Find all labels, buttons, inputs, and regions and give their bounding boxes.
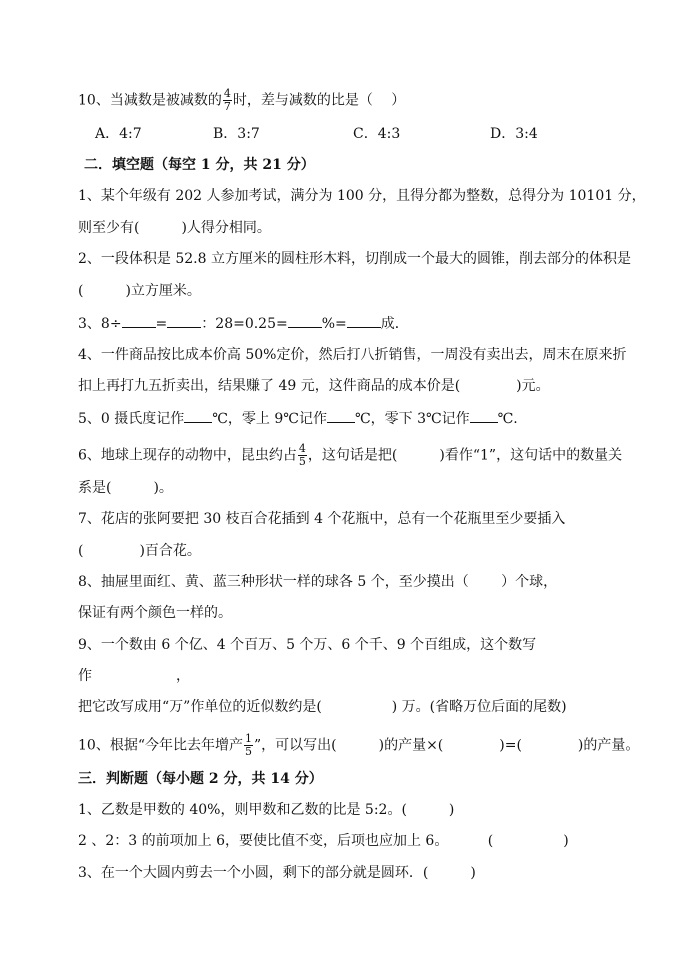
answer-blank bbox=[288, 313, 322, 328]
fill-q3 bbox=[78, 313, 409, 333]
fill-q1-line2: 则至少有( )人得分相同。 bbox=[78, 220, 271, 236]
fraction-4-5 bbox=[298, 443, 307, 468]
fill-q2-line2: ( )立方厘米。 bbox=[78, 283, 201, 299]
fill-q1-line1: 1、某个年级有 202 人参加考试，满分为 100 分，且得分都为整数，总得分为 10101 分， bbox=[78, 188, 646, 204]
option-b: B．3:7 bbox=[213, 126, 260, 142]
fill-q4-line2: 扣上再打九五折卖出，结果赚了 49 元，这件商品的成本价是( )元。 bbox=[78, 378, 550, 394]
q3-part-d: %= bbox=[321, 316, 347, 332]
answer-blank bbox=[470, 408, 498, 423]
option-a: A．4:7 bbox=[95, 126, 142, 142]
fill-q10 bbox=[78, 733, 639, 758]
q3-part-a: 3、8÷ bbox=[78, 316, 122, 332]
option-c: C．4:3 bbox=[353, 126, 401, 142]
fill-q7-line1: 7、花店的张阿要把 30 枝百合花插到 4 个花瓶中，总有一个花瓶里至少要插入 bbox=[78, 511, 566, 527]
fill-q2-line1: 2、一段体积是 52.8 立方厘米的圆柱形木料，切削成一个最大的圆锥，削去部分的体积是 bbox=[78, 251, 631, 267]
fraction-denominator: 5 bbox=[298, 455, 306, 468]
judge-q1: 1、乙数是甲数的 40%，则甲数和乙数的比是 5:2。( ) bbox=[78, 802, 455, 818]
fraction-4-7 bbox=[223, 88, 232, 113]
fill-q7-line2: ( )百合花。 bbox=[78, 543, 201, 559]
answer-blank bbox=[122, 313, 156, 328]
fill-q6-line2: 系是( )。 bbox=[78, 480, 173, 496]
answer-blank bbox=[327, 408, 355, 423]
fill-q8-line1: 8、抽屉里面红、黄、蓝三种形状一样的球各 5 个，至少摸出（ ）个球， bbox=[78, 574, 558, 590]
fraction-numerator: 4 bbox=[223, 87, 231, 100]
fraction-denominator: 7 bbox=[223, 100, 231, 113]
fill-q9-line1: 9、一个数由 6 个亿、4 个百万、5 个万、6 个千、9 个百组成，这个数写 bbox=[78, 637, 537, 653]
q10-part-a: 10、根据“今年比去年增产 bbox=[78, 737, 243, 754]
mc-q10-suffix: 时，差与减数的比是（ ） bbox=[232, 92, 406, 109]
mc-q10-prefix: 10、当减数是被减数的 bbox=[78, 92, 222, 109]
fill-q9-line3: 把它改写成用“万”作单位的近似数约是( ) 万。(省略万位后面的尾数) bbox=[78, 699, 567, 715]
q5-part-c: ℃，零下 3℃记作 bbox=[354, 411, 470, 427]
answer-blank bbox=[167, 313, 201, 328]
q3-part-e: 成． bbox=[380, 316, 409, 332]
judge-q3: 3、在一个大圆内剪去一个小圆，剩下的部分就是圆环．( ) bbox=[78, 865, 476, 881]
fill-q6-line1 bbox=[78, 443, 622, 468]
q6-part-a: 6、地球上现存的动物中，昆虫约占 bbox=[78, 447, 297, 464]
mc-question-10 bbox=[78, 88, 405, 113]
q3-part-c: ：28=0.25= bbox=[201, 316, 288, 332]
q10-part-b: ”，可以写出( )的产量×( )=( )的产量。 bbox=[253, 737, 640, 754]
answer-blank bbox=[184, 408, 212, 423]
q5-part-b: ℃，零上 9℃记作 bbox=[212, 411, 327, 427]
fill-q4-line1: 4、一件商品按比成本价高 50%定价，然后打八折销售，一周没有卖出去，周末在原来折 bbox=[78, 347, 627, 363]
fraction-denominator: 5 bbox=[244, 745, 252, 758]
fraction-1-5 bbox=[244, 733, 253, 758]
q5-part-d: ℃. bbox=[497, 411, 518, 427]
option-d: D．3:4 bbox=[490, 126, 538, 142]
q3-part-b: = bbox=[155, 316, 168, 332]
q6-part-b: ，这句话是把( )看作“1”，这句话中的数量关 bbox=[307, 447, 623, 464]
fill-q5 bbox=[78, 408, 518, 428]
section-3-title: 三．判断题（每小题 2 分，共 14 分） bbox=[78, 771, 323, 787]
fraction-numerator: 4 bbox=[298, 442, 306, 455]
answer-blank bbox=[347, 313, 381, 328]
fill-q9-line2: 作 ， bbox=[78, 668, 190, 684]
section-2-title: 二．填空题（每空 1 分，共 21 分） bbox=[84, 157, 315, 173]
q5-part-a: 5、0 摄氏度记作 bbox=[78, 411, 185, 427]
judge-q2: 2 、2：3 的前项加上 6，要使比值不变，后项也应加上 6。 ( ) bbox=[78, 833, 569, 849]
fill-q8-line2: 保证有两个颜色一样的。 bbox=[78, 605, 232, 621]
fraction-numerator: 1 bbox=[244, 732, 252, 745]
